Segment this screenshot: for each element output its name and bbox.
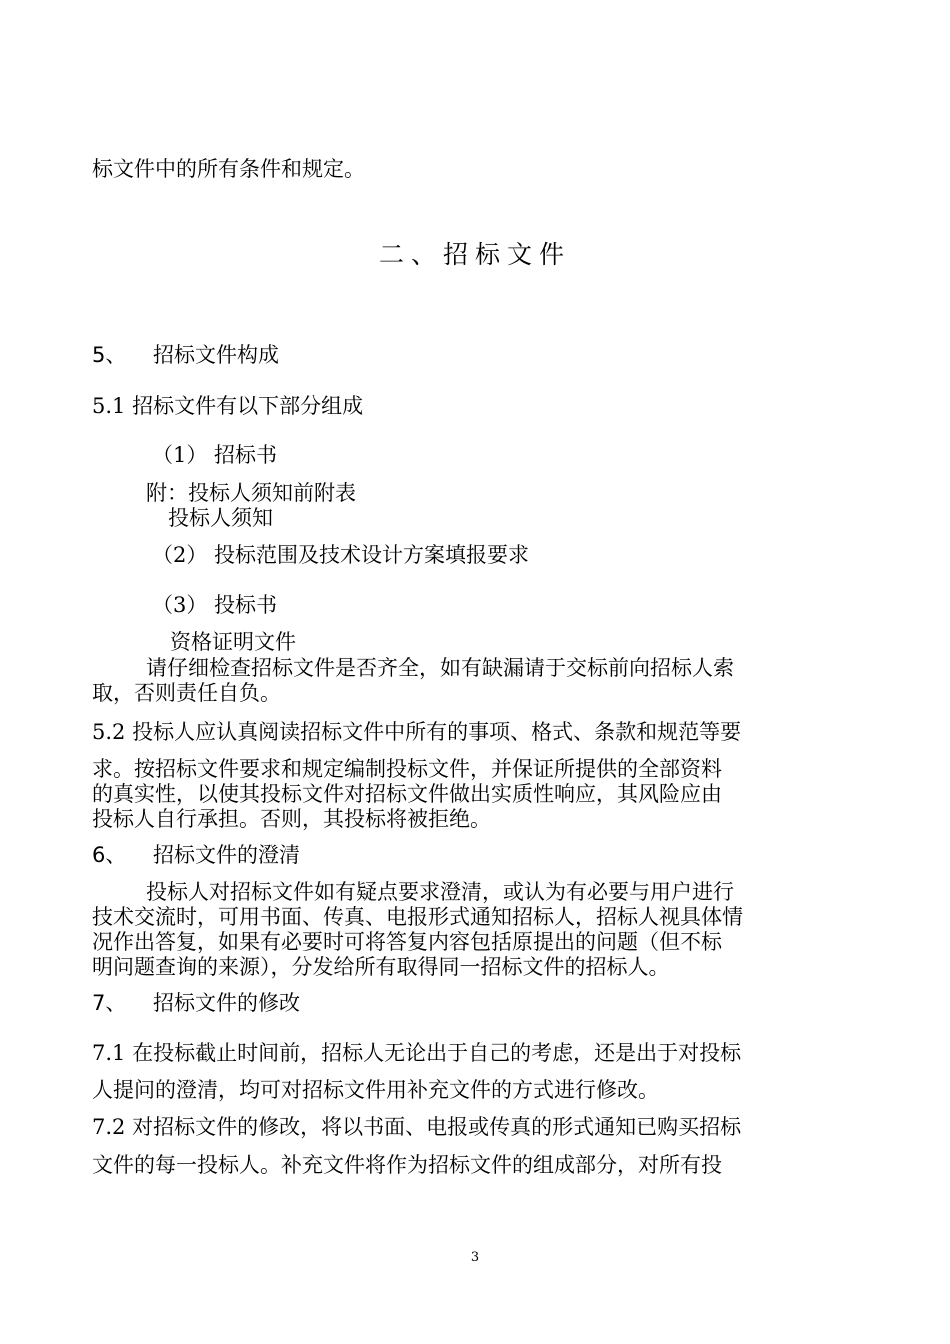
paragraph-line: 请仔细检查招标文件是否齐全，如有缺漏请于交标前向招标人索 bbox=[146, 656, 734, 680]
paragraph-line: 文件的每一投标人。补充文件将作为招标文件的组成部分，对所有投 bbox=[92, 1153, 722, 1177]
paragraph-line: 技术交流时，可用书面、传真、电报形式通知招标人，招标人视具体情 bbox=[92, 905, 743, 929]
list-item: 资格证明文件 bbox=[170, 630, 296, 654]
paragraph-line: 5.1 招标文件有以下部分组成 bbox=[92, 394, 364, 418]
paragraph-line: 的真实性，以使其投标文件对招标文件做出实质性响应，其风险应由 bbox=[92, 782, 722, 806]
list-item: （2） 投标范围及技术设计方案填报要求 bbox=[152, 543, 530, 567]
paragraph-line: 7.1 在投标截止时间前，招标人无论出于自己的考虑，还是出于对投标 bbox=[92, 1041, 742, 1065]
paragraph-line: 7.2 对招标文件的修改，将以书面、电报或传真的形式通知已购买招标 bbox=[92, 1115, 742, 1139]
paragraph-line: 投标人对招标文件如有疑点要求澄清，或认为有必要与用户进行 bbox=[146, 880, 734, 904]
paragraph-line: 标文件中的所有条件和规定。 bbox=[92, 157, 365, 181]
page-number: 3 bbox=[470, 1250, 480, 1265]
paragraph-line: 况作出答复，如果有必要时可将答复内容包括原提出的问题（但不标 bbox=[92, 930, 722, 954]
list-item: 投标人须知 bbox=[168, 506, 273, 530]
paragraph-line: 投标人自行承担。否则，其投标将被拒绝。 bbox=[92, 807, 491, 831]
paragraph-line: 人提问的澄清，均可对招标文件用补充文件的方式进行修改。 bbox=[92, 1078, 659, 1102]
paragraph-line: 明问题查询的来源），分发给所有取得同一招标文件的招标人。 bbox=[92, 955, 670, 979]
paragraph-line: 5.2 投标人应认真阅读招标文件中所有的事项、格式、条款和规范等要 bbox=[92, 720, 742, 744]
list-item: （3） 投标书 bbox=[152, 593, 278, 617]
paragraph-line: 取，否则责任自负。 bbox=[92, 681, 281, 705]
paragraph-line: 求。按招标文件要求和规定编制投标文件，并保证所提供的全部资料 bbox=[92, 757, 722, 781]
list-item: 附：投标人须知前附表 bbox=[146, 481, 356, 505]
heading-5: 5、 招标文件构成 bbox=[92, 343, 280, 367]
section-title: 二、招标文件 bbox=[378, 240, 571, 269]
heading-6: 6、 招标文件的澄清 bbox=[92, 843, 301, 867]
list-item: （1） 招标书 bbox=[152, 443, 278, 467]
heading-7: 7、 招标文件的修改 bbox=[92, 991, 301, 1015]
